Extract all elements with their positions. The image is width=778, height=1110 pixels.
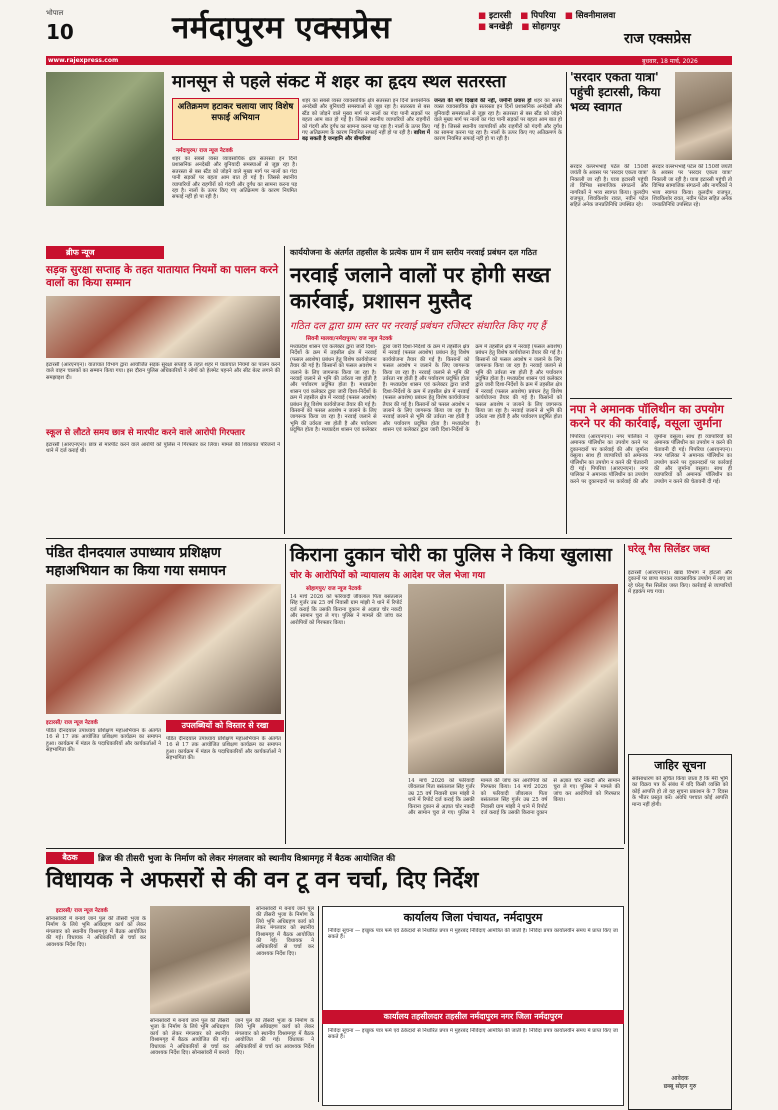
website-url[interactable]: www.rajexpress.com	[48, 57, 119, 64]
theft-photo-2	[506, 584, 618, 774]
training-caption: उपलब्धियों को विस्तार से रखा	[166, 720, 284, 732]
brand-logo: राज एक्सप्रेस	[624, 31, 691, 47]
column-divider	[318, 906, 319, 1102]
ekta-body-1: सरदार वल्लभभाई पटेल की 150वीं जयंती के अवसर पर 'सरदार एकता यात्रा' निकाली जा रही है। यात्रा इटारसी पहुंची तो विभिन्न सामाजिक संगठनों और नागरिकों ने भव्य स्वागत किया। कुलदीप राजपूत, शिवकिशोर रावत, नवीन पटेल सहित अनेक जनप्रतिनिधि उपस्थित रहे।	[570, 164, 648, 209]
ad-body-2: निविदा सूचना — इच्छुक पात्र फर्म एवं ठेकेदारों से निर्धारित प्रपत्र में मुहरबंद निविदाएं आमंत्रित की जाती हैं। निविदा प्रपत्र कार्यालयीन समय में प्राप्त किए जा सकते हैं।	[328, 1028, 618, 1041]
gas-headline: घरेलू गैस सिलेंडर जब्त	[628, 544, 710, 555]
theft-byline: सोहागपुर/ राज न्यूज नेटवर्क	[306, 586, 362, 592]
column-divider	[624, 544, 625, 844]
brief1-photo	[46, 296, 280, 358]
column-divider	[284, 246, 285, 534]
ad-body-1: निविदा सूचना — इच्छुक पात्र फर्म एवं ठेकेदारों से निर्धारित प्रपत्र में मुहरबंद निविदाएं आमंत्रित की जाती हैं। निविदा प्रपत्र कार्यालयीन समय में प्राप्त किए जा सकते हैं।	[328, 928, 618, 941]
napa-body-part-1: पिपरिया (आरएनएन)। नगर पालिका ने अमानक पॉलिथीन का उपयोग करने पर दुकानदारों पर कार्रवाई की और जुर्माना वसूला। साथ ही व्यापारियों को अमानक पॉलिथीन का उपयोग न करने की चेतावनी दी गई।	[570, 434, 648, 473]
napa-headline: नपा ने अमानक पॉलिथीन का उपयोग करने पर की कार्रवाई, वसूला जुर्माना	[570, 402, 724, 430]
column-divider	[566, 72, 567, 534]
column-divider	[285, 544, 286, 844]
main-body-part-4: मध्यप्रदेश शासन एवं कलेक्टर द्वारा जारी दिशा-निर्देशों के क्रम में तहसील क्षेत्र में नरवाई (फसल अवशेष) प्रबंधन हेतु विशेष कार्ययोजना तैयार की गई है। किसानों को फसल अवशेष न जलाने के लिए जागरूक किया जा रहा है। नरवाई जलाने से भूमि की उर्वरता नष्ट होती है और पर्यावरण प्रदूषित होता है।	[382, 382, 470, 427]
bottom-kicker: ब्रिज की तीसरी भुजा के निर्माण को लेकर मंगलवार को स्थानीय विश्रामगृह में बैठक आयोजित की	[98, 854, 396, 864]
bottom-headline: विधायक ने अफसरों से की वन टू वन चर्चा, दिए निर्देश	[46, 868, 479, 893]
lead-byline: नर्मदापुरम/ राज न्यूज नेटवर्क	[176, 148, 233, 154]
lead-subhead-2: जनता की मांग दिखावे की नहीं, जमीनी प्रयास हो	[434, 98, 532, 104]
theft-photo-1	[408, 584, 504, 774]
lead-body-3	[434, 98, 562, 216]
notice-body: सर्वसाधारण को सूचित किया जाता है कि मेरी भूमि का विक्रय पत्र के संबंध में यदि किसी व्यक्ति को कोई आपत्ति हो तो वह सूचना प्रकाशन के 7 दिवस के भीतर प्रस्तुत करें। अवधि पश्चात कोई आपत्ति मान्य नहीं होगी।	[632, 776, 728, 808]
main-body	[290, 344, 562, 534]
ad-header: कार्यालय जिला पंचायत, नर्मदापुरम	[403, 911, 543, 924]
lead-callout-box	[172, 98, 299, 140]
main-body-part-3: मध्यप्रदेश शासन एवं कलेक्टर द्वारा जारी दिशा-निर्देशों के क्रम में तहसील क्षेत्र में नरवाई (फसल अवशेष) प्रबंधन हेतु विशेष कार्ययोजना तैयार की गई है। किसानों को फसल अवशेष न जलाने के लिए जागरूक किया जा रहा है। नरवाई जलाने से भूमि की उर्वरता नष्ट होती है और पर्यावरण प्रदूषित होता है।	[321, 344, 470, 434]
bottom-body-3: सोनासांवरी में बनाये जाने पुल की तीसरी भुजा के निर्माण के लिये भूमि अधिग्रहण कार्य को लेकर मंगलवार को स्थानीय विश्रामगृह में बैठक आयोजित की गई। विधायक ने अधिकारियों से चर्चा कर आवश्यक निर्देश दिए।	[256, 906, 314, 957]
theft-body-2	[408, 778, 620, 844]
bottom-kicker-label: बैठक	[46, 852, 94, 864]
ad-footer-bar	[322, 1010, 624, 1024]
theft-body-part-1: 14 मार्च 2026 को फरियादी जीवलाल पिता बसंतलाल सिंह गुर्जर उम्र 25 वर्ष निवासी ग्राम मांझी ने थाने में रिपोर्ट दर्ज कराई कि उसकी किराना दुकान से अज्ञात चोर नकदी और सामान चुरा ले गए। पुलिस ने मामले की जांच कर आरोपियों को गिरफ्तार किया।	[408, 778, 548, 817]
napa-body	[570, 434, 732, 534]
brief1-body: इटारसी (आरएनएन)। यातायात विभाग द्वारा आयोजित सड़क सुरक्षा सप्ताह के तहत शहर में यातायात नियमों का पालन करने वाले वाहन चालकों का सम्मान किया गया। इस दौरान पुलिस अधिकारियों ने लोगों को हेलमेट पहनने और सीट बेल्ट लगाने की समझाइश दी।	[46, 362, 280, 381]
bottom-body-part-1: सोनासांवरी में बनाये जाने पुल की तीसरी भुजा के निर्माण के लिये भूमि अधिग्रहण कार्य को लेकर मंगलवार को स्थानीय विश्रामगृह में बैठक आयोजित की गई। विधायक ने अधिकारियों से चर्चा कर आवश्यक निर्देश दिए।	[150, 1018, 229, 1057]
main-body-part-1: मध्यप्रदेश शासन एवं कलेक्टर द्वारा जारी दिशा-निर्देशों के क्रम में तहसील क्षेत्र में नरवाई (फसल अवशेष) प्रबंधन हेतु विशेष कार्ययोजना तैयार की गई है। किसानों को फसल अवशेष न जलाने के लिए जागरूक किया जा रहा है। नरवाई जलाने से भूमि की उर्वरता नष्ट होती है और पर्यावरण प्रदूषित होता है।	[290, 344, 377, 389]
theft-headline: किराना दुकान चोरी का पुलिस ने किया खुलासा	[290, 544, 612, 566]
ad-footer: कार्यालय तहसीलदार तहसील नर्मदापुरम नगर जिला नर्मदापुरम	[383, 1012, 563, 1021]
ekta-body-2: सरदार वल्लभभाई पटेल की 150वीं जयंती के अवसर पर 'सरदार एकता यात्रा' निकाली जा रही है। यात्रा इटारसी पहुंची तो विभिन्न सामाजिक संगठनों और नागरिकों ने भव्य स्वागत किया। कुलदीप राजपूत, शिवकिशोर रावत, नवीन पटेल सहित अनेक जनप्रतिनिधि उपस्थित रहे।	[652, 164, 732, 209]
theft-body-part-2: 14 मार्च 2026 को फरियादी जीवलाल पिता बसंतलाल सिंह गुर्जर उम्र 25 वर्ष निवासी ग्राम मांझी ने थाने में रिपोर्ट दर्ज कराई कि उसकी किराना दुकान से अज्ञात चोर नकदी और सामान चुरा ले गए। पुलिस ने मामले की जांच कर आरोपियों को गिरफ्तार किया।	[480, 778, 620, 817]
theft-body-1: 14 मार्च 2026 को फरियादी जीवलाल पिता बसंतलाल सिंह गुर्जर उम्र 25 वर्ष निवासी ग्राम मांझी ने थाने में रिपोर्ट दर्ज कराई कि उसकी किराना दुकान से अज्ञात चोर नकदी और सामान चुरा ले गए। पुलिस ने मामले की जांच कर आरोपियों को गिरफ्तार किया।	[290, 594, 402, 626]
gas-body: इटारसी (आरएनएन)। खाद्य विभाग ने होटलों और दुकानों पर छापा मारकर व्यावसायिक उपयोग में लाए जा रहे घरेलू गैस सिलेंडर जब्त किए। कार्रवाई से व्यापारियों में हड़कंप मच गया।	[628, 570, 732, 596]
notice-label: जाहिर सूचना	[654, 759, 706, 772]
page-number: 10	[46, 20, 74, 44]
main-body-part-6: मध्यप्रदेश शासन एवं कलेक्टर द्वारा जारी दिशा-निर्देशों के क्रम में तहसील क्षेत्र में नरवाई (फसल अवशेष) प्रबंधन हेतु विशेष कार्ययोजना तैयार की गई है। किसानों को फसल अवशेष न जलाने के लिए जागरूक किया जा रहा है। नरवाई जलाने से भूमि की उर्वरता नष्ट होती है और पर्यावरण प्रदूषित होता है।	[475, 376, 562, 427]
training-body-2: पंडित दीनदयाल उपाध्याय प्रशिक्षण महाअभियान के अंतर्गत 16 से 17 तक आयोजित प्रशिक्षण कार्यक्रम का समापन हुआ। कार्यक्रम में मंडल के पदाधिकारियों और कार्यकर्ताओं ने सहभागिता की।	[166, 736, 281, 762]
bottom-body-1: सोनासांवरी में बनाये जाने पुल की तीसरी भुजा के निर्माण के लिये भूमि अधिग्रहण कार्य को लेकर मंगलवार को स्थानीय विश्रामगृह में बैठक आयोजित की गई। विधायक ने अधिकारियों से चर्चा कर आवश्यक निर्देश दिए।	[46, 916, 146, 948]
lead-body-2	[302, 98, 430, 216]
main-byline: सिवनी मालवा/नर्मदापुरम/ राज न्यूज नेटवर्क	[306, 336, 393, 342]
masthead-bar	[46, 56, 732, 65]
city-list: ■ इटारसी ■ पिपरिया ■ सिवनीमालवा ■ बनखेड़ी ■ सोहागपुर	[478, 11, 616, 32]
training-body-1: पंडित दीनदयाल उपाध्याय प्रशिक्षण महाअभियान के अंतर्गत 16 से 17 तक आयोजित प्रशिक्षण कार्यक्रम का समापन हुआ। कार्यक्रम में मंडल के पदाधिकारियों और कार्यकर्ताओं ने सहभागिता की।	[46, 728, 161, 754]
main-headline: नरवाई जलाने वालों पर होगी सख्त कार्रवाई, प्रशासन मुस्तैद	[290, 263, 551, 313]
lead-body-2-text: शहर का सबसे व्यस्त व्यावसायिक क्षेत्र सतरस्ता इन दिनों प्रशासनिक अनदेखी और बुनियादी समस्याओं से जूझ रहा है। सतरस्ता से बस स्टैंड को जोड़ने वाले मुख्य मार्ग पर नालों का गंदा पानी सड़कों पर बहता आम बात हो गई है। जिससे स्थानीय व्यापारियों और राहगीरों को गंदगी और दुर्गंध का सामना करना पड़ रहा है। नालों के ऊपर किए गए अतिक्रमण के कारण नियमित सफाई नहीं हो पा रही है।	[302, 98, 430, 137]
lead-callout: अतिक्रमण हटाकर चलाया जाए विशेष सफाई अभियान	[177, 102, 294, 123]
ekta-headline: 'सरदार एकता यात्रा' पहुंची इटारसी, किया भव्य स्वागत	[570, 70, 661, 114]
training-headline: पंडित दीनदयाल उपाध्याय प्रशिक्षण महाअभियान का किया गया समापन	[46, 545, 226, 579]
section-rule	[570, 398, 732, 399]
napa-body-part-2: पिपरिया (आरएनएन)। नगर पालिका ने अमानक पॉलिथीन का उपयोग करने पर दुकानदारों पर कार्रवाई की और जुर्माना वसूला। साथ ही व्यापारियों को अमानक पॉलिथीन का उपयोग न करने की चेतावनी दी गई।	[570, 434, 732, 485]
city-pipariya: पिपरिया	[531, 11, 556, 21]
city-itarsi: इटारसी	[489, 11, 512, 21]
lead-body-3-text: शहर का सबसे व्यस्त व्यावसायिक क्षेत्र सतरस्ता इन दिनों प्रशासनिक अनदेखी और बुनियादी समस्याओं से जूझ रहा है। सतरस्ता से बस स्टैंड को जोड़ने वाले मुख्य मार्ग पर नालों का गंदा पानी सड़कों पर बहता आम बात हो गई है। जिससे स्थानीय व्यापारियों और राहगीरों को गंदगी और दुर्गंध का सामना करना पड़ रहा है। नालों के ऊपर किए गए अतिक्रमण के कारण नियमित सफाई नहीं हो पा रही है।	[434, 98, 562, 143]
city-seonimalwa: सिवनीमालवा	[575, 11, 616, 21]
brief2-headline: स्कूल से लौटते समय छात्र से मारपीट करने वाले आरोपी गिरफ्तार	[46, 428, 245, 438]
city-sohagpur: सोहागपुर	[532, 22, 561, 32]
section-rule	[46, 848, 624, 849]
lead-subhead-1: बारिश में बढ़ सकती है जनहानि और बीमारियां	[302, 130, 430, 143]
brief1-headline: सड़क सुरक्षा सप्ताह के तहत यातायात नियमों का पालन करने वालों का किया सम्मान	[46, 264, 279, 289]
ekta-photo	[675, 72, 732, 160]
bottom-byline: इटारसी/ राज न्यूज नेटवर्क	[56, 908, 108, 914]
lead-headline: मानसून से पहले संकट में शहर का हृदय स्थल सतरस्ता	[172, 72, 506, 92]
main-body-part-2: मध्यप्रदेश शासन एवं कलेक्टर द्वारा जारी दिशा-निर्देशों के क्रम में तहसील क्षेत्र में नरवाई (फसल अवशेष) प्रबंधन हेतु विशेष कार्ययोजना तैयार की गई है। किसानों को फसल अवशेष न जलाने के लिए जागरूक किया जा रहा है। नरवाई जलाने से भूमि की उर्वरता नष्ट होती है और पर्यावरण प्रदूषित होता है।	[290, 382, 377, 434]
bottom-body-part-2: सोनासांवरी में बनाये जाने पुल की तीसरी भुजा के निर्माण के लिये भूमि अधिग्रहण कार्य को लेकर मंगलवार को स्थानीय विश्रामगृह में बैठक आयोजित की गई। विधायक ने अधिकारियों से चर्चा कर आवश्यक निर्देश दिए।	[191, 1018, 314, 1057]
bottom-photo	[150, 906, 250, 1014]
lead-photo	[46, 72, 164, 206]
issue-date: बुधवार, 18 मार्च, 2026	[642, 58, 698, 65]
napa-body-part-3: पिपरिया (आरएनएन)। नगर पालिका ने अमानक पॉलिथीन का उपयोग करने पर दुकानदारों पर कार्रवाई की और जुर्माना वसूला। साथ ही व्यापारियों को अमानक पॉलिथीन का उपयोग न करने की चेतावनी दी गई।	[654, 446, 732, 485]
main-kicker: कार्ययोजना के अंतर्गत तहसील के प्रत्येक ग्राम में ग्राम स्तरीय नरवाई प्रबंधन दल गठित	[290, 248, 537, 257]
training-byline: इटारसी/ राज न्यूज नेटवर्क	[46, 720, 98, 726]
city-bankhedi: बनखेड़ी	[489, 22, 513, 32]
main-body-part-5: मध्यप्रदेश शासन एवं कलेक्टर द्वारा जारी दिशा-निर्देशों के क्रम में तहसील क्षेत्र में नरवाई (फसल अवशेष) प्रबंधन हेतु विशेष कार्ययोजना तैयार की गई है। किसानों को फसल अवशेष न जलाने के लिए जागरूक किया जा रहा है। नरवाई जलाने से भूमि की उर्वरता नष्ट होती है और पर्यावरण प्रदूषित होता है।	[382, 344, 562, 434]
lead-body-1: शहर का सबसे व्यस्त व्यावसायिक क्षेत्र सतरस्ता इन दिनों प्रशासनिक अनदेखी और बुनियादी समस्याओं से जूझ रहा है। सतरस्ता से बस स्टैंड को जोड़ने वाले मुख्य मार्ग पर नालों का गंदा पानी सड़कों पर बहता आम बात हो गई है। जिससे स्थानीय व्यापारियों और राहगीरों को गंदगी और दुर्गंध का सामना करना पड़ रहा है। नालों के ऊपर किए गए अतिक्रमण के कारण नियमित सफाई नहीं हो पा रही है।	[172, 156, 297, 201]
section-rule	[46, 538, 732, 539]
edition-label: भोपाल	[46, 9, 64, 17]
masthead-title: नर्मदापुरम एक्सप्रेस	[172, 10, 392, 46]
brief2-body: इटारसी (आरएनएन)। छात्र से मारपीट करने वाले आरोपी को पुलिस ने गिरफ्तार कर लिया। मामले की शिकायत परिजनों ने थाने में दर्ज कराई थी।	[46, 442, 280, 455]
brief-news-label: ब्रीफ न्यूज	[46, 246, 164, 259]
main-subhead: गठित दल द्वारा ग्राम स्तर पर नरवाई प्रबंधन रजिस्टर संधारित किए गए हैं	[290, 321, 546, 332]
notice-signature: आवेदक छब्बू सोहन गुरु	[663, 1075, 697, 1090]
bottom-body-2	[150, 1018, 314, 1102]
training-photo	[46, 584, 281, 714]
theft-subhead: चोर के आरोपियों को न्यायालय के आदेश पर जेल भेजा गया	[290, 571, 486, 581]
